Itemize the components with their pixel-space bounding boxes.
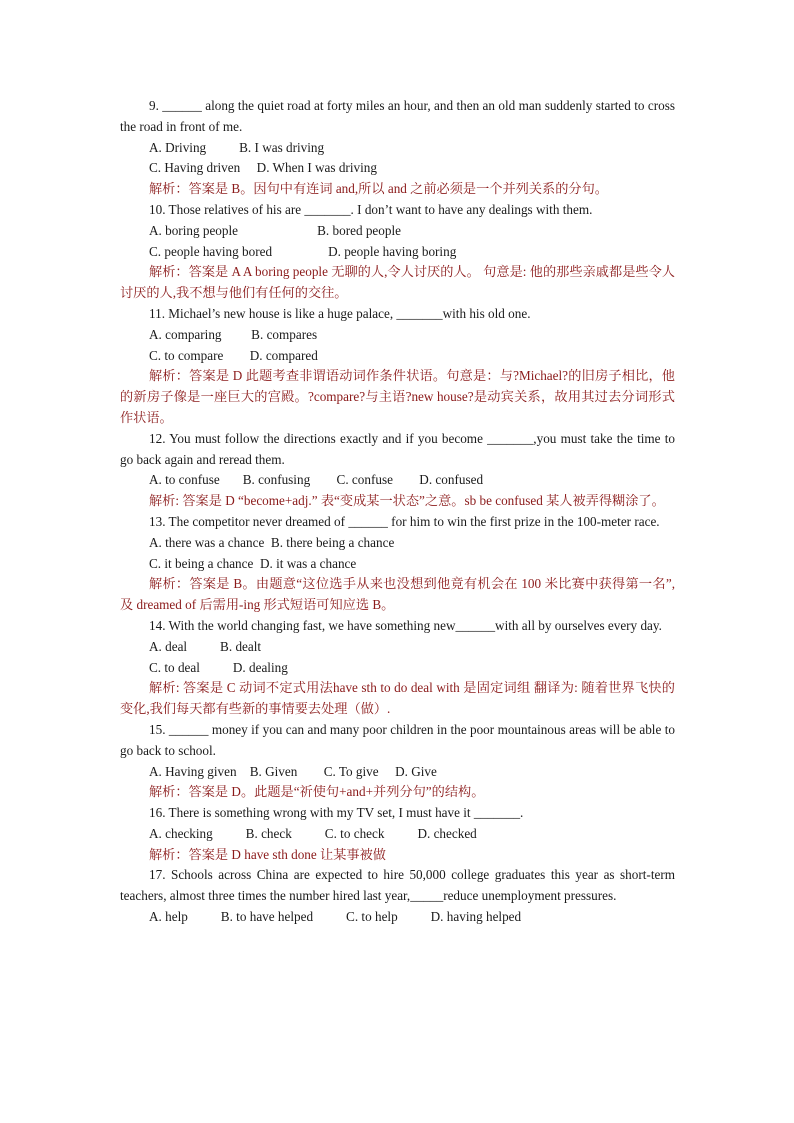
- question-10: 10. Those relatives of his are _______. I don’t want to have any dealings with them.: [149, 201, 593, 217]
- question-13: 13. The competitor never dreamed of ______ for him to win the first prize in the 100-meter race.: [149, 513, 660, 529]
- options-12-line-1: A. to confuse B. confusing C. confuse D. confused: [149, 472, 484, 488]
- question-12: 12. You must follow the directions exactly and if you become _______,you must take the time to go back again and reread them.: [120, 430, 675, 467]
- answer-16: 解析：答案是 D have sth done 让某事被做: [149, 846, 386, 862]
- options-17-line-1: A. help B. to have helped C. to help D. having helped: [149, 909, 522, 925]
- options-11-line-2: C. to compare D. compared: [149, 347, 318, 363]
- options-10-line-2: C. people having bored D. people having boring: [149, 243, 457, 259]
- answer-13: 解析：答案是 B。由题意“这位选手从来也没想到他竟有机会在 100 米比赛中获得第一名”,及 dreamed of 后需用-ing 形式短语可知应选 B。: [120, 576, 675, 613]
- options-13-line-2: C. it being a chance D. it was a chance: [149, 555, 357, 571]
- answer-9: 解析：答案是 B。因句中有连词 and,所以 and 之前必须是一个并列关系的分句。: [149, 181, 608, 197]
- options-9-line-2: C. Having driven D. When I was driving: [149, 160, 377, 176]
- options-13-line-1: A. there was a chance B. there being a chance: [149, 534, 395, 550]
- question-16: 16. There is something wrong with my TV set, I must have it _______.: [149, 805, 524, 821]
- options-11-line-1: A. comparing B. compares: [149, 326, 318, 342]
- options-10-line-1: A. boring people B. bored people: [149, 222, 401, 238]
- question-17: 17. Schools across China are expected to hire 50,000 college graduates this year as short-term teachers, almost three times the number hired last year,_____reduce unemployment pressures.: [120, 867, 675, 904]
- question-9: 9. ______ along the quiet road at forty miles an hour, and then an old man suddenly started to cross the road in front of me.: [120, 98, 675, 134]
- question-11: 11. Michael’s new house is like a huge palace, _______with his old one.: [149, 305, 531, 321]
- answer-15: 解析：答案是 D。此题是“祈使句+and+并列分句”的结构。: [149, 784, 485, 800]
- question-15: 15. ______ money if you can and many poor children in the poor mountainous areas will be able to go back to school.: [120, 721, 675, 758]
- answer-14: 解析: 答案是 C 动词不定式用法have sth to do deal with 是固定词组 翻译为: 随着世界飞快的变化,我们每天都有些新的事情要去处理（做）.: [120, 680, 675, 717]
- options-15-line-1: A. Having given B. Given C. To give D. Give: [149, 763, 437, 779]
- options-16-line-1: A. checking B. check C. to check D. checked: [149, 825, 477, 841]
- answer-11: 解析：答案是 D 此题考查非谓语动词作条件状语。句意是：与?Michael?的旧房子相比，他的新房子像是一座巨大的宫殿。?compare?与主语?new house?是动宾关系，故用其过去分词形式作状语。: [120, 368, 675, 425]
- answer-10: 解析：答案是 A A boring people 无聊的人,令人讨厌的人。 句意是: 他的那些亲戚都是些令人讨厌的人,我不想与他们有任何的交往。: [120, 264, 675, 301]
- options-14-line-1: A. deal B. dealt: [149, 638, 262, 654]
- document-page: [120, 96, 675, 928]
- answer-12: 解析: 答案是 D “become+adj.” 表“变成某一状态”之意。sb be confused 某人被弄得糊涂了。: [149, 493, 665, 509]
- options-9-line-1: A. Driving B. I was driving: [149, 139, 325, 155]
- question-14: 14. With the world changing fast, we have something new______with all by ourselves every day.: [149, 617, 662, 633]
- options-14-line-2: C. to deal D. dealing: [149, 659, 288, 675]
